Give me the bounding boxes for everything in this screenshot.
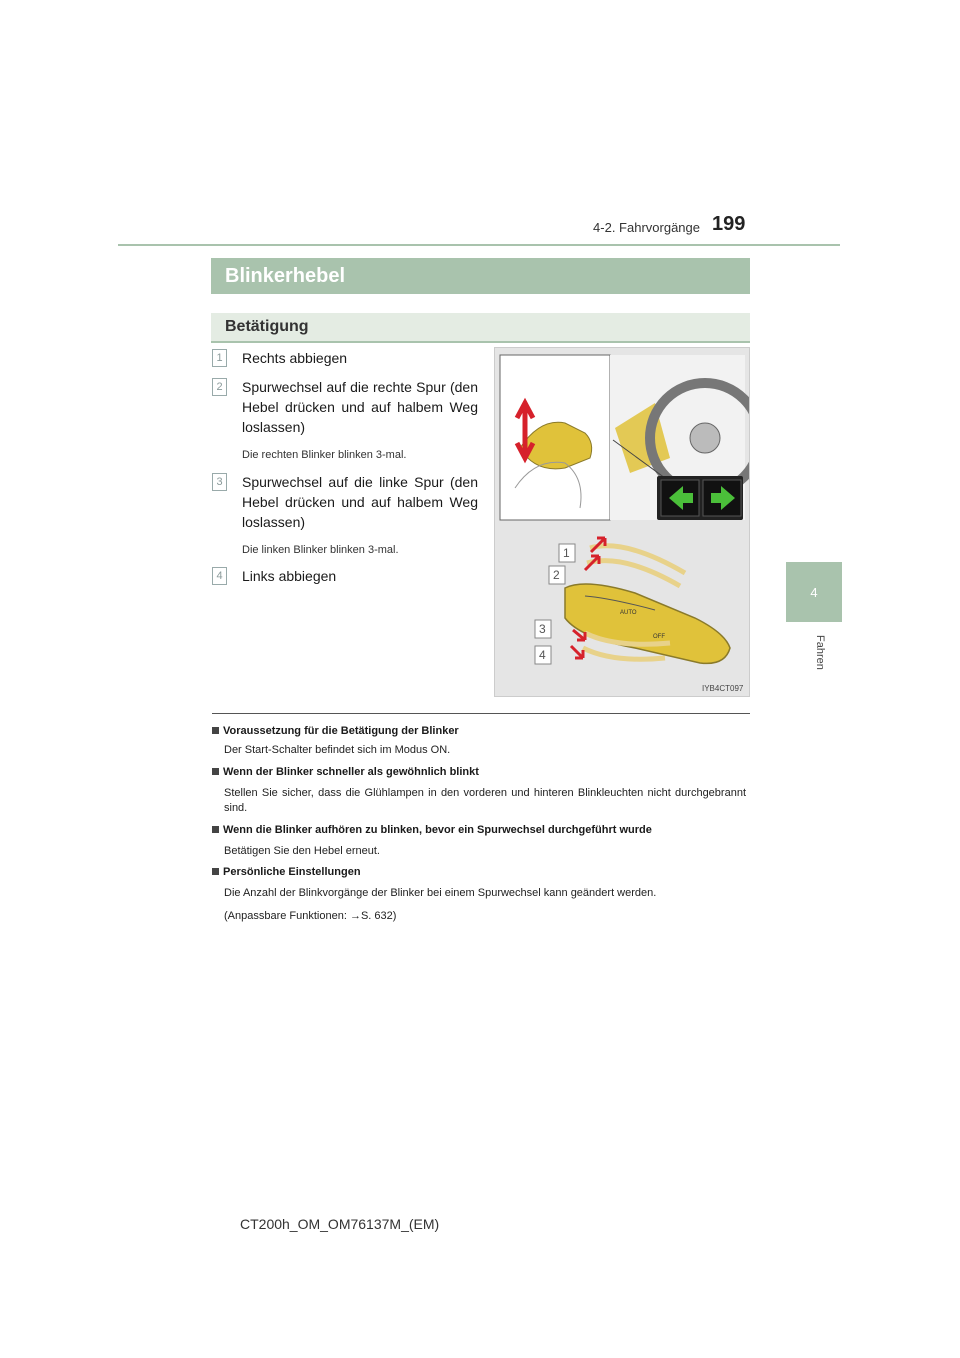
square-bullet-icon (212, 727, 219, 734)
step-number: 4 (212, 567, 227, 585)
notes-divider (212, 713, 750, 714)
page-number: 199 (712, 213, 746, 235)
note-title: Wenn der Blinker schneller als gewöhnlich blinkt (212, 766, 479, 778)
auto-label: AUTO (620, 610, 637, 616)
sub-title: Betätigung (211, 313, 750, 343)
main-title: Blinkerhebel (211, 258, 750, 294)
footer-code: CT200h_OM_OM76137M_(EM) (240, 1216, 440, 1232)
note-body-reference[interactable]: (Anpassbare Funktionen: →S. 632) (224, 910, 397, 922)
step-text: Spurwechsel auf die linke Spur (den Hebel drücken und auf halbem Weg loslassen) (242, 474, 478, 530)
square-bullet-icon (212, 826, 219, 833)
square-bullet-icon (212, 868, 219, 875)
note-body: Der Start-Schalter befindet sich im Modus ON. (224, 744, 451, 756)
note-body: Stellen Sie sicher, dass die Glühlampen in den vorderen und hinteren Blinkleuchten nicht durchgebrannt sind. (224, 787, 746, 814)
step-text: Rechts abbiegen (242, 350, 348, 366)
step-text: Spurwechsel auf die rechte Spur (den Hebel drücken und auf halbem Weg loslassen) (242, 379, 478, 435)
off-label: OFF (653, 634, 665, 640)
step-text: Links abbiegen (242, 568, 337, 584)
chapter-label: Fahren (814, 634, 826, 670)
step-note: Die rechten Blinker blinken 3-mal. (242, 449, 407, 461)
callout-2: 2 (553, 568, 560, 582)
note-body: Die Anzahl der Blinkvorgänge der Blinker bei einem Spurwechsel kann geändert werden. (224, 887, 657, 899)
step-note: Die linken Blinker blinken 3-mal. (242, 544, 399, 556)
step-item (212, 348, 482, 372)
note-body: Betätigen Sie den Hebel erneut. (224, 845, 380, 857)
note-title: Persönliche Einstellungen (212, 866, 361, 878)
step-item (212, 377, 482, 467)
note-title: Wenn die Blinker aufhören zu blinken, bevor ein Spurwechsel durchgeführt wurde (212, 824, 652, 836)
step-item (212, 566, 482, 590)
chapter-number: 4 (810, 584, 818, 600)
step-item (212, 472, 482, 562)
square-bullet-icon (212, 768, 219, 775)
arrow-4-icon (571, 646, 583, 658)
section-heading: 4-2. Fahrvorgänge (593, 220, 700, 235)
step-number: 3 (212, 473, 227, 491)
step-number: 2 (212, 378, 227, 396)
header-divider (118, 244, 840, 246)
figure-code: IYB4CT097 (702, 684, 744, 693)
chapter-tab[interactable] (786, 562, 842, 622)
callout-4: 4 (539, 648, 546, 662)
callout-1: 1 (563, 546, 570, 560)
step-number: 1 (212, 349, 227, 367)
turn-signal-illustration (494, 347, 750, 697)
note-title: Voraussetzung für die Betätigung der Blinker (212, 725, 459, 737)
callout-3: 3 (539, 622, 546, 636)
steering-hub-icon (690, 423, 720, 453)
illustration-svg (495, 348, 749, 696)
